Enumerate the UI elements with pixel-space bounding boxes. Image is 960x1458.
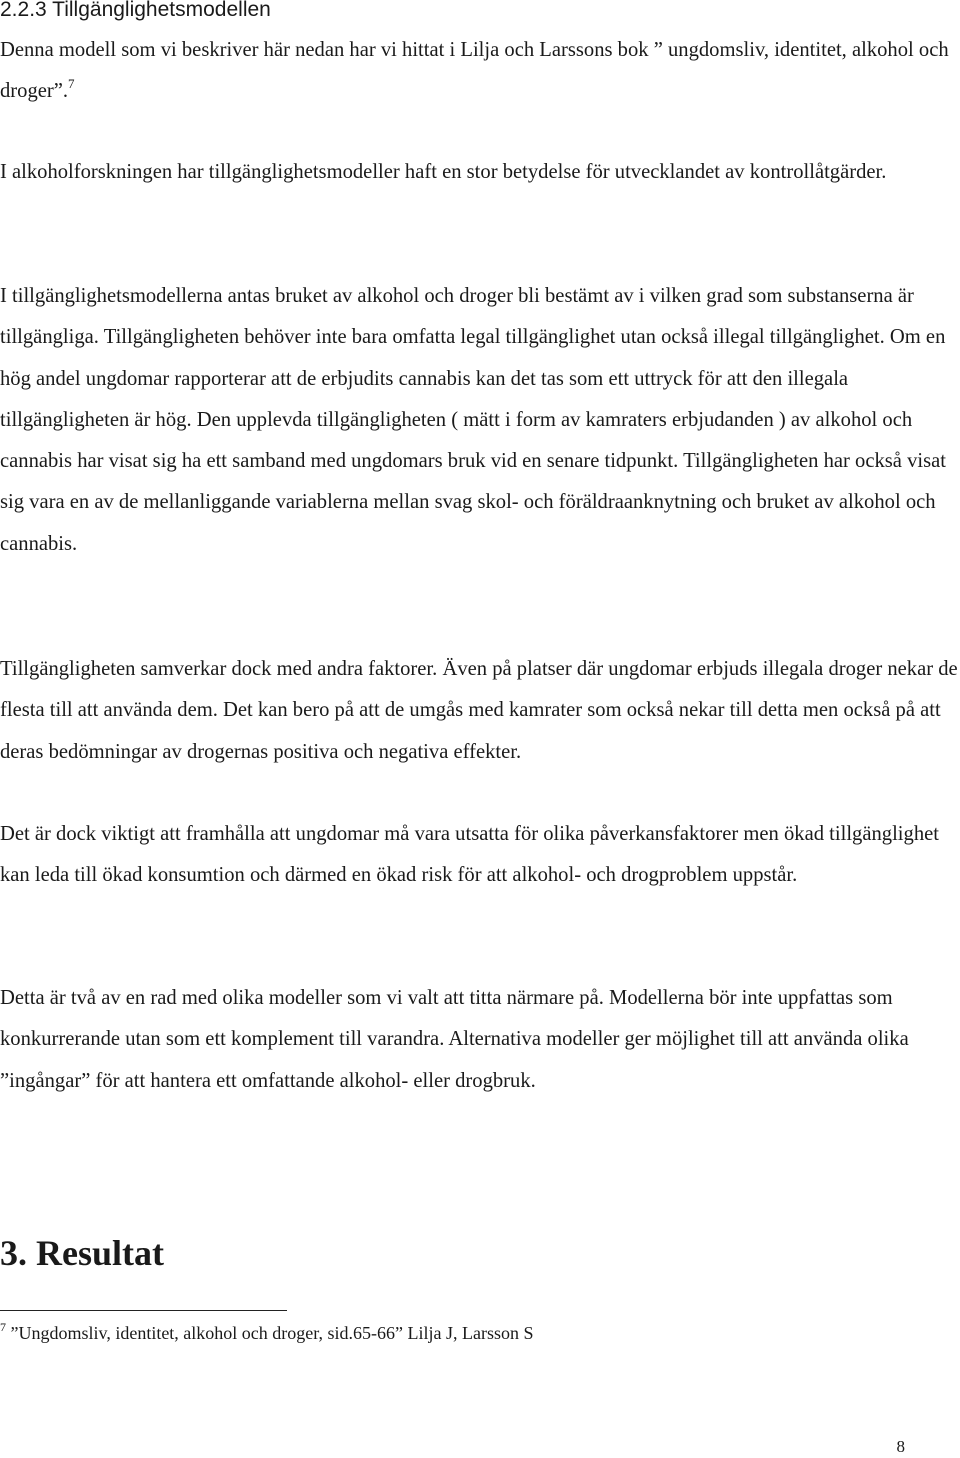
paragraph-availability-models: I tillgänglighetsmodellerna antas bruket av alkohol och droger bli bestämt av i vilken grad som substanserna är tillgängliga. Tillgängligheten behöver inte bara omfatta legal tillgänglighet utan också illegal tillgänglighet. Om en hög andel ungdomar rapporterar att de erbjudits cannabis kan det tas som ett uttryck för att den illegala tillgängligheten är hög. Den upplevda tillgängligheten ( mätt i form av kamraters erbjudanden ) av alkohol och cannabis har visat sig ha ett samband med ungdomars bruk vid en senare tidpunkt. Tillgängligheten har också visat sig vara en av de mellanliggande variablerna mellan svag skol- och föräldraanknytning och bruket av alkohol och cannabis. — [0, 285, 946, 555]
paragraph-alcohol-research: I alkoholforskningen har tillgänglighetsmodeller haft en stor betydelse för utvecklandet av kontrollåtgärder. — [0, 161, 887, 183]
footnote — [0, 1320, 534, 1346]
paragraph-models-summary: Detta är två av en rad med olika modeller som vi valt att titta närmare på. Modellerna bör inte uppfattas som konkurrerande utan som ett komplement till varandra. Alternativa modeller ger möjlighet till att använda olika ”ingångar” för att hantera ett omfattande alkohol- eller drogbruk. — [0, 987, 909, 1092]
footnote-divider — [0, 1310, 287, 1311]
footnote-number: 7 — [0, 1320, 6, 1334]
footnote-text: ”Ungdomsliv, identitet, alkohol och droger, sid.65-66” Lilja J, Larsson S — [6, 1323, 534, 1343]
paragraph-intro — [0, 30, 960, 113]
section-heading: 2.2.3 Tillgänglighetsmodellen — [0, 0, 271, 21]
paragraph-intro-text: Denna modell som vi beskriver här nedan har vi hittat i Lilja och Larssons bok ” ungdomsliv, identitet, alkohol och droger”. — [0, 39, 949, 103]
chapter-heading: 3. Resultat — [0, 1233, 164, 1273]
paragraph-other-factors: Tillgängligheten samverkar dock med andra faktorer. Även på platser där ungdomar erbjuds illegala droger nekar de flesta till att använda dem. Det kan bero på att de umgås med kamrater som också nekar till detta men också på att deras bedömningar av drogernas positiva och negativa effekter. — [0, 658, 958, 763]
footnote-reference: 7 — [68, 76, 75, 92]
paragraph-influence-factors: Det är dock viktigt att framhålla att ungdomar må vara utsatta för olika påverkansfaktorer men ökad tillgänglighet kan leda till ökad konsumtion och därmed en ökad risk för att alkohol- och drogproblem uppstår. — [0, 823, 939, 887]
page-number: 8 — [896, 1437, 905, 1456]
